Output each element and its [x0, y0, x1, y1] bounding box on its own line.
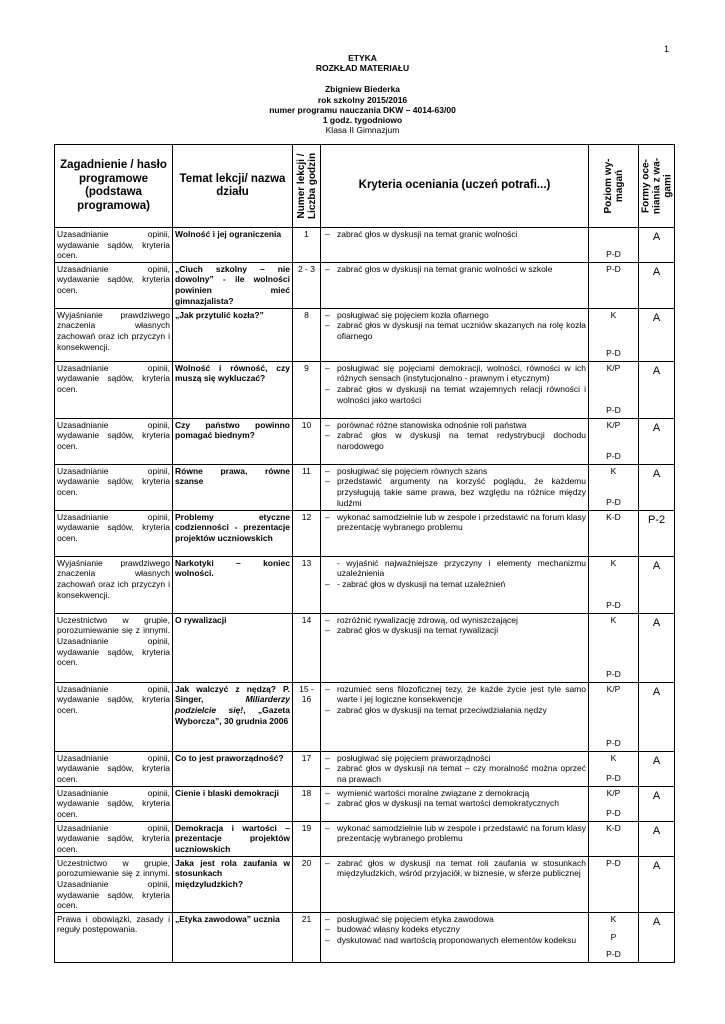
criterion-text: zabrać głos w dyskusji na temat redystrybucji dochodu narodowego [337, 430, 586, 451]
column-header-topic: Zagadnienie / hasło programowe (podstawa programowa) [55, 145, 173, 228]
bullet-dash: – [325, 704, 330, 715]
page-number: 1 [664, 44, 670, 54]
assessment-form-cell: P-2 [639, 510, 675, 556]
criterion-text: posługiwać się pojęciem etyka zawodowa [337, 913, 494, 924]
lesson-title-cell: Czy państwo powinno pomagać biednym? [173, 418, 293, 464]
bullet-dash: – [325, 419, 330, 430]
topic-cell: Uzasadnianie opinii, wydawanie sądów, kryteria ocen. [55, 228, 173, 263]
lesson-number-cell: 8 [293, 308, 321, 361]
criterion-text: zabrać głos w dyskusji na temat wzajemnych relacji równości i wolności jako wartości [337, 383, 586, 405]
criterion-text: zabrać głos w dyskusji na temat granic wolności w szkole [337, 263, 553, 274]
assessment-form-cell: A [639, 556, 675, 613]
author: Zbigniew Biederka [324, 84, 401, 95]
bullet-dash: – [325, 309, 330, 320]
lesson-number-cell: 21 [293, 912, 321, 962]
lesson-title-cell: „Etyka zawodowa” ucznia [173, 912, 293, 962]
topic-cell: Uzasadnianie opinii, wydawanie sądów, kryteria ocen. [55, 821, 173, 856]
level-top: K [610, 614, 617, 625]
criteria-cell [321, 786, 589, 821]
level-bottom: P-D [606, 669, 621, 680]
document-title: ROZKŁAD MATERIAŁU [315, 63, 410, 74]
topic-cell: Uzasadnianie opinii, wydawanie sądów, kryteria ocen. [55, 262, 173, 308]
criterion-text: dyskutować nad wartością proponowanych elementów kodeksu [337, 934, 577, 945]
column-header-level: Poziom wy- magań [589, 145, 639, 228]
lesson-title-cell: Narkotyki – koniec wolności. [173, 556, 293, 613]
level-top: K [610, 913, 617, 924]
assessment-form-cell: A [639, 228, 675, 263]
criterion-text: zabrać głos w dyskusji na temat wartości demokratycznych [337, 798, 560, 809]
topic-cell: Wyjaśnianie prawdziwego znaczenia własnych zachowań oraz ich przyczyn i konsekwencji. [55, 556, 173, 613]
bullet-dash: – [325, 822, 330, 833]
assessment-form-cell: A [639, 682, 675, 751]
level-bottom: P-D [606, 949, 621, 960]
level-top: K [610, 752, 617, 763]
criteria-cell [321, 464, 589, 510]
criterion-item [323, 625, 586, 636]
lesson-title-cell: „Jak przytulić kozła?” [173, 308, 293, 361]
school-year: rok szkolny 2015/2016 [317, 94, 408, 105]
criterion-text: rozróżnić rywalizację zdrową, od wyniszczającej [337, 614, 518, 625]
criteria-cell [321, 821, 589, 856]
level-bottom: P-D [606, 451, 621, 462]
topic-cell: Uzasadnianie opinii, wydawanie sądów, kryteria ocen. [55, 418, 173, 464]
level-top: K/P [606, 683, 621, 694]
criterion-text: wymienić wartości moralne związane z demokracją [337, 787, 530, 798]
bullet-dash: – [325, 362, 330, 373]
criterion-item [323, 476, 586, 508]
bullet-dash: – [325, 229, 330, 239]
table-row [55, 262, 675, 308]
bullet-dash: – [325, 465, 330, 476]
lesson-number-cell: 17 [293, 751, 321, 786]
table-row [55, 418, 675, 464]
criterion-item [323, 320, 586, 341]
level-bottom: P-D [606, 405, 621, 416]
level-top: K/P [606, 362, 621, 373]
criterion-item [323, 798, 586, 809]
table-row [55, 786, 675, 821]
weekly-hours: 1 godz. tygodniowo [322, 115, 403, 126]
assessment-form-cell: A [639, 821, 675, 856]
table-row [55, 912, 675, 962]
assessment-form-cell: A [639, 308, 675, 361]
criterion-item [323, 858, 586, 879]
table-header-row [55, 145, 675, 228]
criterion-text: posługiwać się pojęciem równych szans [337, 465, 488, 476]
lesson-number-cell: 10 [293, 418, 321, 464]
criterion-item [323, 229, 586, 240]
requirement-level-cell [589, 228, 639, 263]
level-top: K/P [606, 787, 621, 798]
table-row [55, 821, 675, 856]
level-bottom: P-D [606, 348, 621, 359]
bullet-dash: – [325, 578, 330, 589]
criterion-text: wykonać samodzielnie lub w zespole i przedstawić na forum klasy prezentację wybranego problemu [337, 511, 586, 533]
bullet-dash: – [325, 383, 330, 394]
criterion-text: przedstawić argumenty na korzyść poglądu, że każdemu przysługują takie same prawa, bez względu na różnice między ludźmi [337, 476, 586, 508]
table-row [55, 228, 675, 263]
requirement-level-cell [589, 821, 639, 856]
bullet-dash: – [325, 798, 330, 809]
bullet-dash: – [325, 683, 330, 694]
level-bottom: P-D [606, 249, 621, 260]
level-bottom: P-D [606, 808, 621, 819]
requirement-level-cell [589, 361, 639, 418]
lesson-title-cell: Jaka jest rola zaufania w stosunkach międzyludzkich? [173, 856, 293, 912]
level-top: P-D [606, 857, 621, 868]
requirement-level-cell [589, 912, 639, 962]
assessment-form-cell: A [639, 262, 675, 308]
criterion-text: - zabrać głos w dyskusji na temat uzależnień [337, 578, 506, 589]
criterion-text: wykonać samodzielnie lub w zespole i przedstawić na forum klasy prezentację wybranego problemu [337, 822, 586, 844]
table-row [55, 361, 675, 418]
criteria-cell [321, 510, 589, 556]
requirement-level-cell [589, 856, 639, 912]
criterion-item [323, 705, 586, 716]
lesson-title-cell: Cienie i blaski demokracji [173, 786, 293, 821]
criterion-item [323, 430, 586, 451]
level-middle: P [610, 932, 617, 943]
topic-cell: Uzasadnianie opinii, wydawanie sądów, kryteria ocen. [55, 361, 173, 418]
bullet-dash: – [325, 934, 330, 945]
bullet-dash: – [325, 913, 330, 924]
bullet-dash: – [325, 752, 330, 763]
lesson-title-cell: Demokracja i wartości – prezentacje projektów uczniowskich [173, 821, 293, 856]
assessment-form-cell: A [639, 464, 675, 510]
requirement-level-cell [589, 556, 639, 613]
lesson-number-cell: 9 [293, 361, 321, 418]
level-bottom: P-D [606, 497, 621, 508]
bullet-dash: – [325, 857, 330, 868]
criteria-cell [321, 912, 589, 962]
bullet-dash: – [325, 625, 330, 636]
topic-cell: Uzasadnianie opinii, wydawanie sądów, kryteria ocen. [55, 464, 173, 510]
criterion-item [323, 466, 586, 477]
bullet-dash: – [325, 320, 330, 331]
topic-cell: Uczestnictwo w grupie, porozumiewanie się z innymi. Uzasadnianie opinii, wydawanie sądów, kryteria ocen. [55, 856, 173, 912]
bullet-dash: – [325, 476, 330, 487]
lesson-number-cell: 14 [293, 613, 321, 682]
criterion-item [323, 363, 586, 384]
criterion-text: posługiwać się pojęciem kozła ofiarnego [337, 309, 489, 320]
criterion-item [323, 512, 586, 533]
criteria-cell [321, 856, 589, 912]
table-row [55, 464, 675, 510]
level-top: K-D [606, 822, 621, 833]
lesson-title-cell: Co to jest praworządność? [173, 751, 293, 786]
lesson-title-cell: „Ciuch szkolny – nie dowolny” - ile wolności powinien mieć gimnazjalista? [173, 262, 293, 308]
lesson-number-cell: 13 [293, 556, 321, 613]
criteria-cell [321, 228, 589, 263]
requirement-level-cell [589, 262, 639, 308]
table-row [55, 556, 675, 613]
criterion-item [323, 914, 586, 925]
criteria-cell [321, 751, 589, 786]
requirement-level-cell [589, 682, 639, 751]
criterion-item [323, 823, 586, 844]
criterion-text: budować własny kodeks etyczny [337, 924, 460, 935]
assessment-form-cell: A [639, 751, 675, 786]
criterion-item [323, 579, 586, 590]
criterion-text: zabrać głos w dyskusji na temat przeciwdziałania nędzy [337, 704, 547, 715]
criterion-item [323, 615, 586, 626]
lesson-number-cell: 11 [293, 464, 321, 510]
criterion-text: rozumieć sens filozoficznej tezy, że każde życie jest tyle samo warte i jej logiczne konsekwencje [337, 683, 586, 705]
criteria-cell [321, 613, 589, 682]
criterion-text: porównać różne stanowiska odnośnie roli państwa [337, 419, 527, 430]
criterion-text: zabrać głos w dyskusji na temat granic wolności [337, 229, 518, 239]
subject-title: ETYKA [348, 53, 377, 63]
lesson-title-cell: Jak walczyć z nędzą? P. Singer, Miliarderzy podzielcie się!, „Gazeta Wyborcza”, 30 grudnia 2006 [173, 682, 293, 751]
requirement-level-cell [589, 308, 639, 361]
requirement-level-cell [589, 786, 639, 821]
table-row [55, 751, 675, 786]
bullet-dash: – [325, 263, 330, 274]
program-number: numer programu nauczania DKW – 4014-63/00 [269, 104, 456, 115]
criterion-text: - wyjaśnić najważniejsze przyczyny i elementy mechanizmu uzależnienia [337, 557, 586, 579]
criterion-text: zabrać głos w dyskusji na temat – czy moralność można oprzeć na prawach [337, 763, 586, 784]
bullet-dash: – [325, 763, 330, 774]
bullet-dash: – [325, 924, 330, 935]
lesson-number-cell: 20 [293, 856, 321, 912]
lesson-number-cell: 1 [293, 228, 321, 263]
criterion-item [323, 384, 586, 405]
table-row [55, 613, 675, 682]
assessment-form-cell: A [639, 786, 675, 821]
assessment-form-cell: A [639, 856, 675, 912]
requirement-level-cell [589, 751, 639, 786]
criteria-cell [321, 682, 589, 751]
lesson-number-cell: 2 - 3 [293, 262, 321, 308]
lesson-number-cell: 15 - 16 [293, 682, 321, 751]
level-top: K [610, 557, 617, 568]
topic-cell: Uzasadnianie opinii, wydawanie sądów, kryteria ocen. [55, 786, 173, 821]
lesson-number-cell: 18 [293, 786, 321, 821]
class-name: Klasa II Gimnazjum [325, 125, 400, 136]
criterion-item [323, 420, 586, 431]
bullet-dash: – [325, 787, 330, 798]
column-header-forms: Formy oce- niania z wa- gami [639, 145, 675, 228]
topic-cell: Prawa i obowiązki, zasady i reguły postępowania. [55, 912, 173, 962]
bullet-dash: – [325, 430, 330, 441]
level-top: K [610, 309, 617, 320]
criteria-cell [321, 262, 589, 308]
table-row [55, 510, 675, 556]
lesson-title-cell: Równe prawa, równe szanse [173, 464, 293, 510]
assessment-form-cell: A [639, 613, 675, 682]
table-row [55, 682, 675, 751]
criterion-item [323, 558, 586, 579]
topic-cell: Uczestnictwo w grupie, porozumiewanie się z innymi. Uzasadnianie opinii, wydawanie sądów, kryteria ocen. [55, 613, 173, 682]
requirement-level-cell [589, 613, 639, 682]
lesson-title-cell: Wolność i jej ograniczenia [173, 228, 293, 263]
table-row [55, 308, 675, 361]
lesson-number-cell: 12 [293, 510, 321, 556]
lesson-title-cell: O rywalizacji [173, 613, 293, 682]
bullet-dash [323, 558, 337, 579]
criterion-item [323, 753, 586, 764]
criterion-text: zabrać głos w dyskusji na temat roli zaufania w stosunkach międzyludzkich, wśród przyjaciół, w biznesie, w sferze publicznej [337, 857, 586, 879]
lesson-title-cell: Wolność i równość, czy muszą się wykluczać? [173, 361, 293, 418]
bullet-dash: – [325, 511, 330, 522]
criteria-cell [321, 418, 589, 464]
level-top: P-D [606, 263, 621, 274]
criterion-text: posługiwać się pojęciami demokracji, wolności, równości w ich różnych sensach (instytucjonalno - prawnym i etycznym) [337, 362, 586, 384]
column-header-criteria: Kryteria oceniania (uczeń potrafi...) [321, 145, 589, 228]
document-header [0, 53, 725, 135]
criterion-item [323, 763, 586, 784]
level-top: K/P [606, 419, 621, 430]
level-top: K-D [606, 511, 621, 522]
criterion-text: zabrać głos w dyskusji na temat rywalizacji [337, 625, 499, 636]
level-bottom: P-D [606, 738, 621, 749]
assessment-form-cell: A [639, 418, 675, 464]
column-header-lesson: Temat lekcji/ nazwa działu [173, 145, 293, 228]
criterion-item [323, 924, 586, 935]
criteria-cell [321, 308, 589, 361]
criterion-item [323, 684, 586, 705]
level-bottom: P-D [606, 773, 621, 784]
table-row [55, 856, 675, 912]
criterion-text: posługiwać się pojęciem praworządności [337, 752, 491, 763]
topic-cell: Uzasadnianie opinii, wydawanie sądów, kryteria ocen. [55, 751, 173, 786]
syllabus-table [54, 144, 675, 963]
criterion-item [323, 935, 586, 946]
topic-cell: Uzasadnianie opinii, wydawanie sądów, kryteria ocen. [55, 510, 173, 556]
assessment-form-cell: A [639, 361, 675, 418]
level-top: K [610, 465, 617, 476]
topic-cell: Wyjaśnianie prawdziwego znaczenia własnych zachowań oraz ich przyczyn i konsekwencji. [55, 308, 173, 361]
requirement-level-cell [589, 510, 639, 556]
level-bottom: P-D [606, 600, 621, 611]
bullet-dash: – [325, 614, 330, 625]
criterion-text: zabrać głos w dyskusji na temat uczniów skazanych na rolę kozła ofiarnego [337, 320, 586, 341]
lesson-number-cell: 19 [293, 821, 321, 856]
assessment-form-cell: A [639, 912, 675, 962]
lesson-title-cell: Problemy etyczne codzienności - prezentacje projektów uczniowskich [173, 510, 293, 556]
criterion-item [323, 788, 586, 799]
requirement-level-cell [589, 464, 639, 510]
topic-cell: Uzasadnianie opinii, wydawanie sądów, kryteria ocen. [55, 682, 173, 751]
criteria-cell [321, 361, 589, 418]
column-header-number: Numer lekcji / Liczba godzin [293, 145, 321, 228]
requirement-level-cell [589, 418, 639, 464]
criteria-cell [321, 556, 589, 613]
criterion-item [323, 264, 586, 275]
criterion-item [323, 310, 586, 321]
